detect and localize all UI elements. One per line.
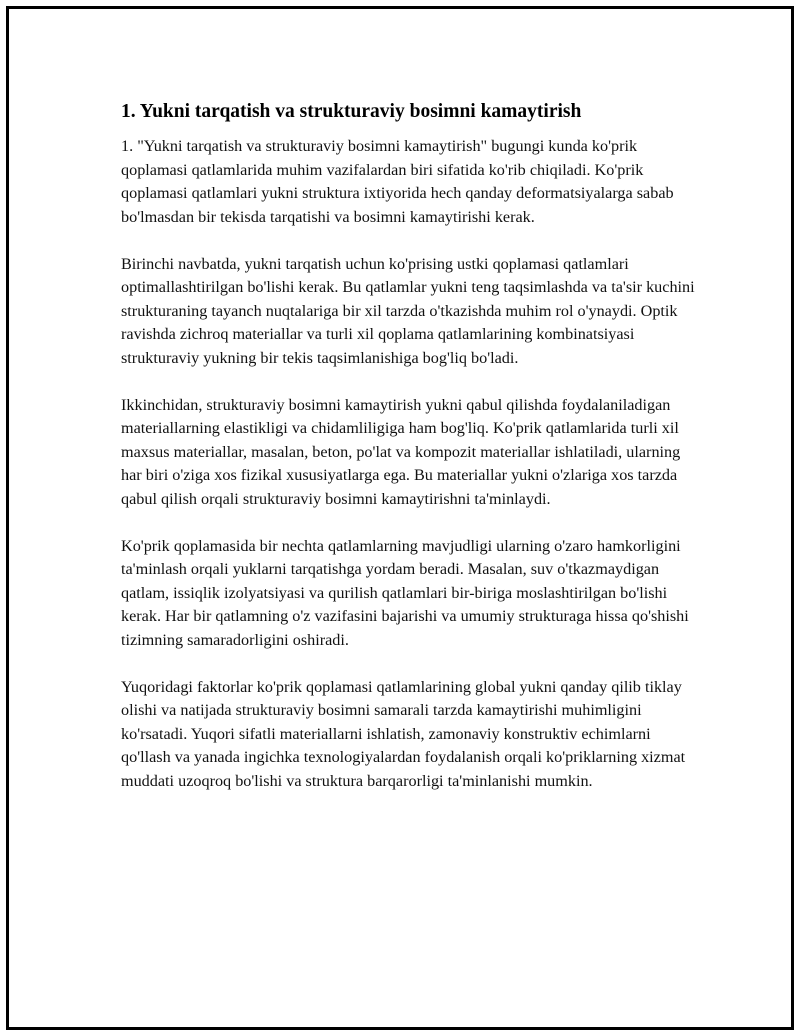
document-body bbox=[121, 99, 701, 817]
page-frame bbox=[6, 6, 794, 1030]
paragraph-4: Ko'prik qoplamasida bir nechta qatlamlarning mavjudligi ularning o'zaro hamkorligini ta'minlash orqali yuklarni tarqatishga yordam beradi. Masalan, suv o'tkazmaydigan qatlam, issiqlik izolyatsiyasi va qurilish qatlamlari bir-biriga moslashtirilgan bo'lishi kerak. Har bir qatlamning o'z vazifasini bajarishi va umumiy strukturaga hissa qo'shishi tizimning samaradorligini oshiradi. bbox=[121, 536, 689, 649]
paragraph-3: Ikkinchidan, strukturaviy bosimni kamaytirish yukni qabul qilishda foydalaniladigan materiallarning elastikligi va chidamliligiga ham bog'liq. Ko'prik qatlamlarida turli xil maxsus materiallar, masalan, beton, po'lat va kompozit materiallar ishlatiladi, ularning har biri o'ziga xos fizikal xususiyatlarga ega. Bu materiallar yukni o'zlariga xos tarzda qabul qilish orqali strukturaviy bosimni kamaytirishni ta'minlaydi. bbox=[121, 395, 681, 508]
section-heading: 1. Yukni tarqatish va strukturaviy bosimni kamaytirish bbox=[121, 101, 582, 122]
paragraph-1: 1. "Yukni tarqatish va strukturaviy bosimni kamaytirish" bugungi kunda ko'prik qoplamasi qatlamlarida muhim vazifalardan biri sifatida ko'rib chiqiladi. Ko'prik qoplamasi qatlamlari yukni struktura ixtiyorida hech qanday deformatsiyalarga sabab bo'lmasdan bir tekisda tarqatishi va bosimni kamaytirishi kerak. bbox=[121, 137, 674, 226]
paragraph-2: Birinchi navbatda, yukni tarqatish uchun ko'prising ustki qoplamasi qatlamlari optimallashtirilgan bo'lishi kerak. Bu qatlamlar yukni teng taqsimlashda va ta'sir kuchini strukturaning tayanch nuqtalariga bir xil tarzda o'tkazishda muhim rol o'ynaydi. Optik ravishda zichroq materiallar va turli xil qoplama qatlamlarining kombinatsiyasi strukturaviy yukning bir tekis taqsimlanishiga bog'liq bo'ladi. bbox=[121, 254, 695, 367]
paragraph-5: Yuqoridagi faktorlar ko'prik qoplamasi qatlamlarining global yukni qanday qilib tiklay olishi va natijada strukturaviy bosimni samarali tarzda kamaytirishi muhimligini ko'rsatadi. Yuqori sifatli materiallarni ishlatish, zamonaviy konstruktiv echimlarni qo'llash va yanada ingichka texnologiyalardan foydalanish orqali ko'priklarning xizmat muddati uzoqroq bo'lishi va struktura barqarorligi ta'minlanishi mumkin. bbox=[121, 677, 686, 790]
